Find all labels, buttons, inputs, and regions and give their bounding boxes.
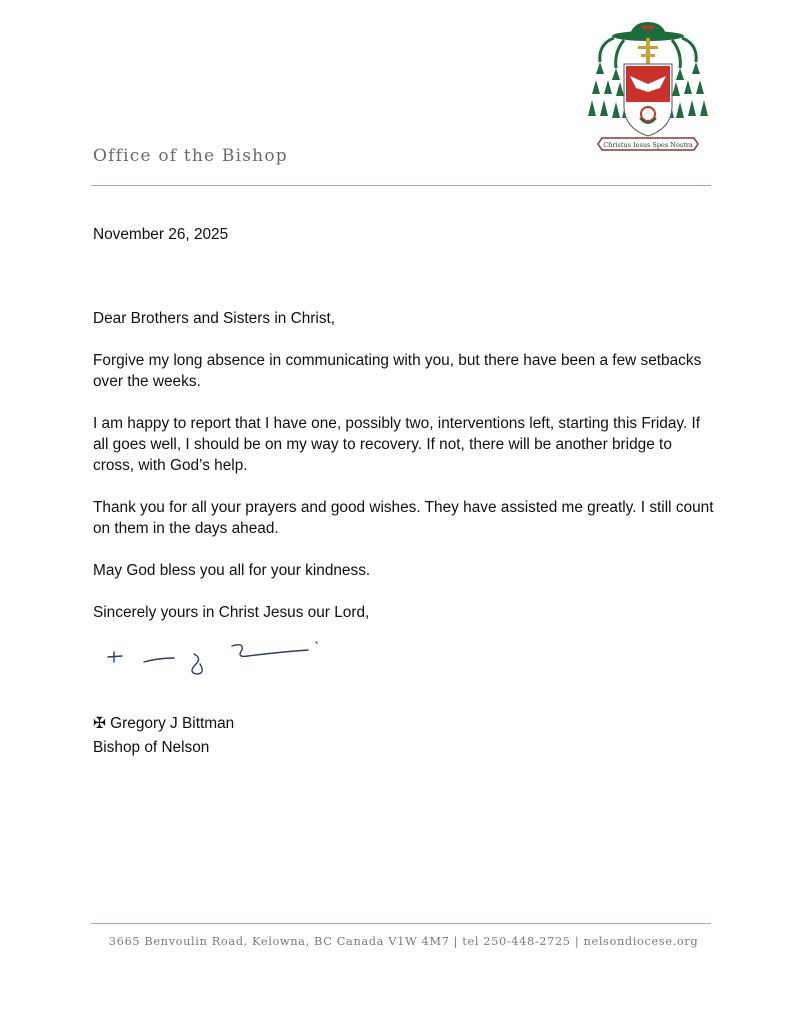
signer-name: ✠ Gregory J Bittman [93,715,235,732]
paragraph: May God bless you all for your kindness. [93,562,371,579]
handwritten-signature [104,636,326,678]
motto-text: Christus Iesus Spes Nostra [603,141,693,149]
footer-divider [91,923,711,924]
coat-of-arms-logo [584,18,712,158]
office-title: Office of the Bishop [93,146,288,166]
closing-line: Sincerely yours in Christ Jesus our Lord, [93,604,370,621]
paragraph: I am happy to report that I have one, possibly two, interventions left, starting this Friday. If all goes well, I should be on my way to recovery. If not, there will be another bridge to cross, with God’s help. [93,415,701,474]
footer-contact: 3665 Benvoulin Road, Kelowna, BC Canada V1W 4M7 | tel 250-448-2725 | nelsondiocese.org [108,934,699,948]
letter-date: November 26, 2025 [93,226,229,243]
header-divider [91,185,711,186]
salutation: Dear Brothers and Sisters in Christ, [93,310,336,327]
signer-title: Bishop of Nelson [93,739,210,756]
paragraph: Thank you for all your prayers and good wishes. They have assisted me greatly. I still count on them in the days ahead. [93,499,714,537]
paragraph: Forgive my long absence in communicating with you, but there have been a few setbacks over the weeks. [93,352,702,390]
signer-block [93,712,234,760]
letter-body [93,224,715,623]
